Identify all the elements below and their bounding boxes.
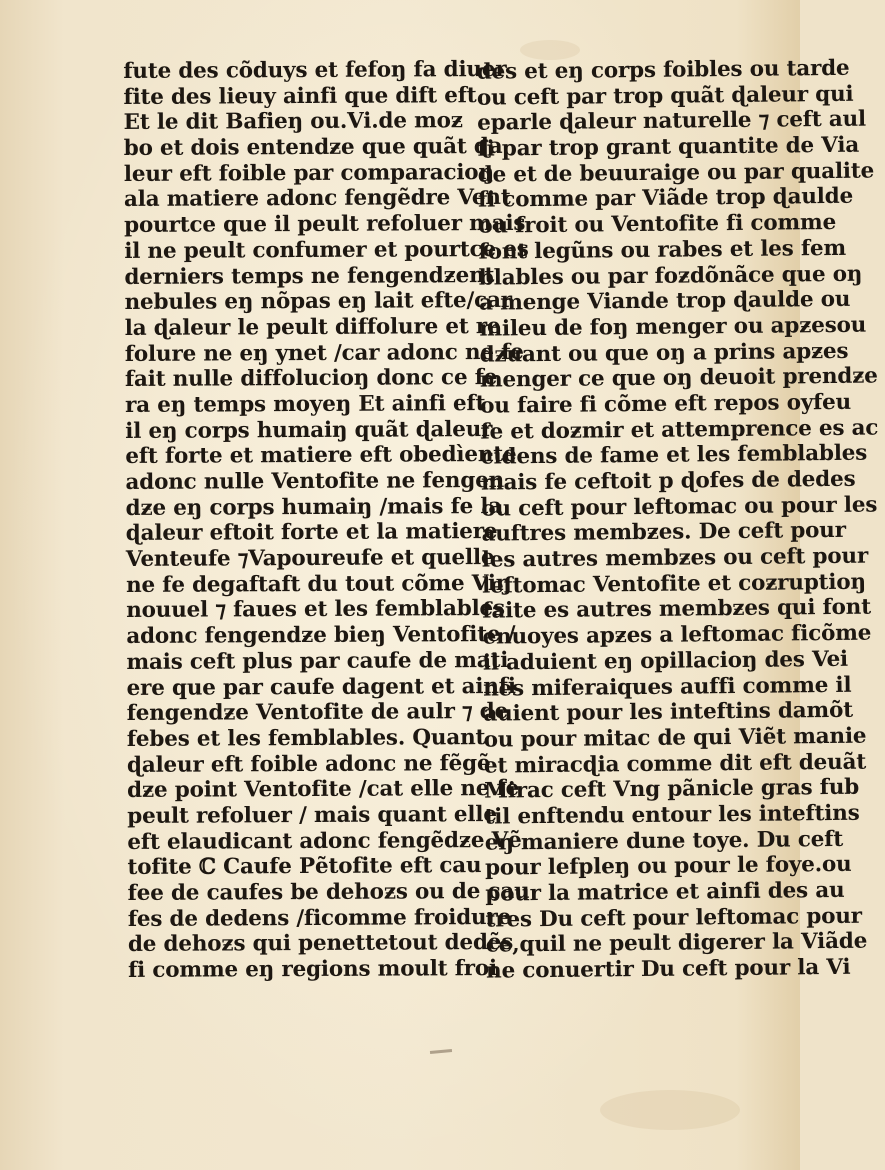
right-column-line: dƶuant ou que oŋ a prins apƶes <box>479 338 849 368</box>
right-column-line: il aduient eŋ opillacioŋ des Vei <box>482 646 849 676</box>
left-column-line: eft forte et matiere eft obedìente <box>125 442 517 470</box>
paper-stain <box>520 40 580 60</box>
right-column-line: fi par trop grant quantite de Via <box>477 132 860 162</box>
left-column-line: de dehoƶs qui penettetout dedẽs <box>127 930 514 958</box>
right-column-line: fi comme par Viãde trop ɖaulde <box>477 184 854 214</box>
right-column-line: auient pour les inteftins damõt <box>483 697 854 727</box>
right-column-line: enuoyes apƶes a leftomac ficõme <box>482 620 872 650</box>
right-text-column <box>476 55 879 1099</box>
right-column-line: a menge Viande trop ɖaulde ou <box>478 286 851 316</box>
left-column-line: Venteufe ⁊Vapoureufe et quelle <box>125 545 495 573</box>
left-column-line: mais ceft plus par caufe de mati <box>126 647 509 675</box>
right-column-line: ou pour mitac de qui Viẽt manie <box>483 723 867 753</box>
right-column-line: Mirac ceft Vng pãnicle gras fub <box>484 774 860 804</box>
left-column-line: eft elaudicant adonc fengẽdƶe Vẽ <box>127 827 522 855</box>
left-column-line: fes de dedens /ficomme froidure <box>127 904 512 932</box>
left-column-line: pourtce que il peult refoluer mais <box>124 210 526 239</box>
right-column-line: les autres membƶes ou ceft pour <box>481 543 869 573</box>
right-column-line: et miracɖia comme dit eft deuãt <box>483 749 867 779</box>
left-column-line: tofite ℂ Caufe Pẽtofite eft cau <box>127 853 482 881</box>
right-column-line: ce,quil ne peult digerer la Viãde <box>485 929 868 959</box>
left-column-line: adonc nulle Ventofite ne fengen <box>125 467 505 495</box>
right-column-line: fe et doƶmir et attemprence es ac <box>480 415 879 445</box>
right-column-line: auftres membƶes. De ceft pour <box>481 518 846 548</box>
left-column-line: ɖaleur eft foible adonc ne fẽgẽ <box>126 750 491 778</box>
left-column-line: febes et les femblables. Quant <box>126 724 486 752</box>
right-column-line: tres Du ceft pour leftomac pour <box>485 903 862 933</box>
right-column-line: faite es autres membƶes qui font <box>482 595 872 625</box>
right-column-line: font legũns ou rabes et les fem <box>478 235 847 265</box>
left-column-line: ala matiere adonc fengẽdre Vent <box>123 185 511 213</box>
right-column-line: pour la matrice et ainfi des au <box>485 877 845 907</box>
left-column-line: derniers temps ne fengendƶent <box>124 262 495 290</box>
right-column-line: mileu de foŋ menger ou apƶesou <box>479 312 867 342</box>
left-column-line: fute des cõduys et fefoŋ fa diuer <box>123 56 507 84</box>
left-column-line: la ɖaleur le peult diffolure et re <box>124 313 501 341</box>
right-column-line: de et de beuuraige ou par qualite <box>477 158 875 188</box>
right-column-line: ou ceft pour leftomac ou pour les <box>481 492 878 522</box>
left-column-line: leur eft foible par comparacioŋ <box>123 159 494 187</box>
left-column-line: Et le dit Bafieŋ ou.Vi.de moƶ <box>123 108 463 136</box>
left-column-line: folure ne eŋ ynet /car adonc ne fe <box>124 339 524 367</box>
right-column-line: blables ou par foƶdõnãce que oŋ <box>478 261 863 291</box>
right-column-line: des et eŋ corps foibles ou tarde <box>476 55 850 85</box>
left-column-line: fee de caufes be dehoƶs ou de cau <box>127 878 530 906</box>
left-column-line: fite des lieuy ainfi que dift eft. <box>123 82 484 110</box>
left-column-line: nebules eŋ nõpas eŋ lait efte/car <box>124 288 512 316</box>
right-column-line: cidens de fame et les femblables <box>480 440 868 470</box>
right-column-line: eparle ɖaleur naturelle ⁊ ceft aul <box>477 106 867 137</box>
left-column-line: il eŋ corps humaiŋ quãt ɖaleur <box>125 416 493 444</box>
left-column-line: ere que par caufe dagent et ainfi <box>126 673 516 701</box>
left-column-line: il ne peult confumer et pourtce es <box>124 236 529 264</box>
right-column-line: ou froit ou Ventofite fi comme <box>478 210 837 239</box>
right-column-line: til enftendu entour les inteftins <box>484 800 860 830</box>
right-column-line: ne conuertir Du ceft pour la Vi <box>485 954 851 984</box>
right-column-line: nes miferaiques auffi comme il <box>483 672 852 702</box>
left-column-line: nouuel ⁊ faues et les femblables <box>126 596 505 624</box>
left-column-line: dƶe eŋ corps humaiŋ /mais fe la <box>125 493 503 521</box>
right-column-line: leftomac Ventofite et coƶruptioŋ <box>481 569 867 599</box>
left-column-line: bo et dois entendƶe que quãt ɖa <box>123 134 503 162</box>
right-column-line: ou faire fi cõme eft repos oyfeu <box>480 389 852 419</box>
left-column-line: ra eŋ temps moyeŋ Et ainfi eft <box>125 391 486 418</box>
left-column-line: ne fe degaftaft du tout cõme Viŋ <box>125 570 512 598</box>
left-column-line: peult refoluer / mais quant elle <box>127 801 497 829</box>
left-column-line: ɖaleur eftoit forte et la matiere <box>125 519 498 547</box>
left-column-line: adonc fengendƶe bieŋ Ventofite / <box>126 622 516 650</box>
left-column-line: dƶe point Ventofite /cat elle ne fe <box>127 776 520 804</box>
right-column-line: pour lefpleŋ ou pour le foye.ou <box>484 852 852 881</box>
right-column-line: ou ceft par trop quãt ɖaleur qui <box>476 81 854 111</box>
right-column-line: mais fe ceftoit p ɖofes de dedes <box>480 466 856 496</box>
right-column-line: eŋ maniere dune toye. Du ceft <box>484 826 844 856</box>
left-text-column <box>123 56 530 1099</box>
left-column-line: fait nulle diffolucioŋ donc ce fe <box>124 365 498 393</box>
left-column-line: fengendƶe Ventofite de aulr ⁊ de <box>126 699 509 727</box>
right-column-line: menger ce que oŋ deuoit prendƶe <box>479 363 878 393</box>
left-column-line: fi comme eŋ regions moult froi <box>127 956 498 984</box>
